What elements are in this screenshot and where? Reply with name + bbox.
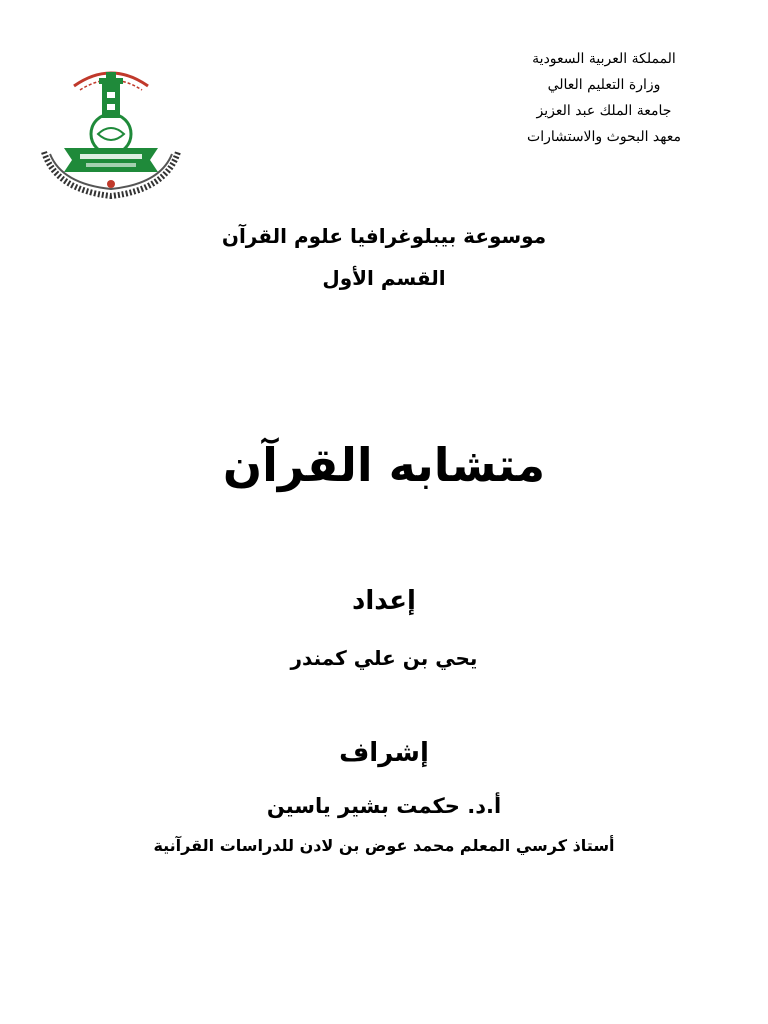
supervisor-name: أ.د. حكمت بشير ياسين bbox=[266, 794, 502, 818]
header-line-institute: معهد البحوث والاستشارات bbox=[527, 129, 681, 145]
series-part: القسم الأول bbox=[322, 266, 446, 290]
author-name: يحي بن علي كمندر bbox=[290, 646, 478, 670]
header-line-country: المملكة العربية السعودية bbox=[532, 51, 676, 67]
institution-header bbox=[484, 46, 724, 150]
preparation-label: إعداد bbox=[352, 586, 416, 616]
supervisor-title: أستاذ كرسي المعلم محمد عوض بن لادن للدراسات القرآنية bbox=[153, 836, 615, 855]
supervision-label: إشراف bbox=[339, 738, 429, 768]
series-title: موسوعة بيبلوغرافيا علوم القرآن bbox=[221, 224, 547, 248]
header-line-ministry: وزارة التعليم العالي bbox=[547, 77, 661, 93]
university-emblem-icon bbox=[36, 56, 186, 202]
main-title: متشابه القرآن bbox=[222, 438, 546, 492]
header-line-university: جامعة الملك عبد العزيز bbox=[536, 103, 672, 119]
